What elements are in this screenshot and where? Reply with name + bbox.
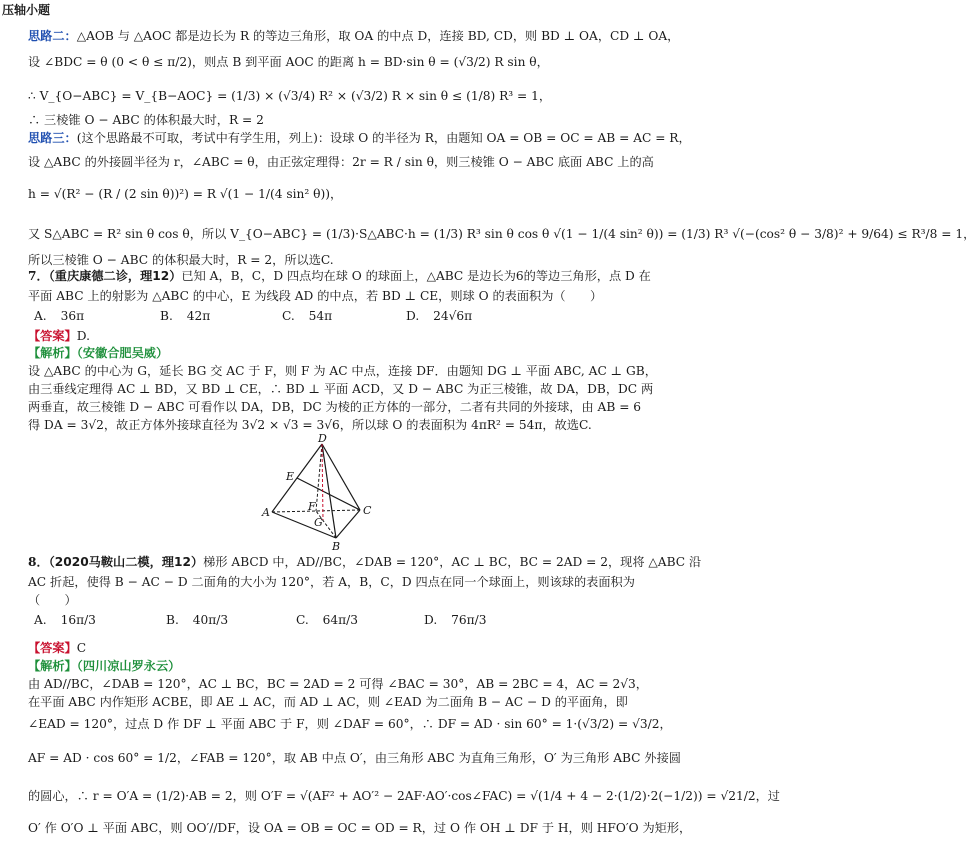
text-run: 梯形 ABCD 中，AD//BC，∠DAB = 120°，AC ⊥ BC，BC = 2AD = 2，现将 △ABC 沿 <box>203 555 702 569</box>
text-line <box>28 131 691 145</box>
label-red: 【答案】 <box>28 329 77 343</box>
text-run: 设 △ABC 的中心为 G，延长 BG 交 AC 于 F，则 F 为 AC 中点，连接 DF．由题知 DG ⊥ 平面 ABC, AC ⊥ GB， <box>28 364 657 378</box>
text-run: AF = AD · cos 60° = 1/2，∠FAB = 120°，取 AB 中点 O′，由三角形 ABC 为直角三角形，O′ 为三角形 ABC 外接圆 <box>28 751 681 765</box>
text-run: ∴ 三棱锥 O − ABC 的体积最大时，R = 2 <box>28 113 264 127</box>
text-run: 平面 ABC 上的射影为 △ABC 的中心，E 为线段 AD 的中点，若 BD ⊥ CE，则球 O 的表面积为（ ） <box>28 289 603 303</box>
q8-option-d <box>424 614 486 626</box>
section-header: 压轴小题 <box>2 3 51 17</box>
text-line <box>28 696 626 708</box>
text-line <box>28 254 626 266</box>
label-qnum: 8． <box>28 555 49 569</box>
text-run: AC 折起，使得 B − AC − D 二面角的大小为 120°，若 A，B，C，D 四点在同一个球面上，则该球的表面积为 <box>28 575 635 589</box>
text-line <box>28 330 626 342</box>
q8-option-c <box>296 614 358 626</box>
text-run: ∠EAD = 120°，过点 D 作 DF ⊥ 平面 ABC 于 F，则 ∠DAF = 60°，∴ DF = AD · sin 60° = 1·(√3/2) = √3/2， <box>28 717 672 731</box>
text-run: 所以三棱锥 O − ABC 的体积最大时，R = 2，所以选C. <box>28 253 334 267</box>
option-value: 40π/3 <box>192 613 229 627</box>
text-line <box>28 419 626 431</box>
option-label: A. <box>34 613 47 627</box>
option-value: 16π/3 <box>60 613 96 627</box>
text-run: △AOB 与 △AOC 都是边长为 R 的等边三角形，取 OA 的中点 D，连接 BD, CD，则 BD ⊥ OA，CD ⊥ OA， <box>76 29 680 43</box>
vertex-label-a: A <box>262 506 270 519</box>
text-line <box>28 821 692 835</box>
text-line <box>28 290 626 302</box>
option-label: B. <box>166 613 179 627</box>
label-red: 【答案】 <box>28 641 77 655</box>
text-line <box>28 155 654 169</box>
tetrahedron-figure <box>258 434 388 552</box>
text-line <box>28 717 672 731</box>
option-label: B. <box>160 309 173 323</box>
text-run: 两垂直，故三棱锥 D − ABC 可看作以 DA，DB，DC 为棱的正方体的一部分，二者有共同的外接球，由 AB = 6 <box>28 400 642 414</box>
option-value: 64π/3 <box>322 613 359 627</box>
option-label: A. <box>34 309 47 323</box>
text-line <box>28 269 651 283</box>
text-line <box>28 660 626 672</box>
point-label-g: G <box>314 516 323 529</box>
text-run: (这个思路最不可取，考试中有学生用，列上)：设球 O 的半径为 R，由题知 OA = OB = OC = AB = AC = R， <box>76 131 691 145</box>
text-run: O′ 作 O′O ⊥ 平面 ABC，则 OO′//DF，设 OA = OB = OC = OD = R，过 O 作 OH ⊥ DF 于 H，则 HFO′O 为矩形， <box>28 821 692 835</box>
text-line <box>28 29 680 43</box>
text-run: 设 △ABC 的外接圆半径为 r，∠ABC = θ，由正弦定理得：2r = R / sin θ，则三棱锥 O − ABC 底面 ABC 上的高 <box>28 155 654 169</box>
label-qsrc: （2020马鞍山二模，理12） <box>48 555 204 569</box>
text-line <box>28 188 626 200</box>
vertex-label-c: C <box>363 504 372 517</box>
text-run: h = √(R² − (R / (2 sin θ))²) = R √(1 − 1/(4 sin² θ))， <box>28 187 343 201</box>
text-line <box>28 555 702 569</box>
segment-df-hidden <box>316 444 322 511</box>
q7-option-a <box>34 310 84 322</box>
point-label-e: E <box>286 470 295 483</box>
text-run: C <box>76 641 87 655</box>
text-line <box>28 90 626 102</box>
q8-option-b <box>166 614 228 626</box>
text-line <box>28 364 657 378</box>
text-run: 设 ∠BDC = θ (0 < θ ≤ π/2)，则点 B 到平面 AOC 的距离 h = BD·sin θ = (√3/2) R sin θ， <box>28 55 549 69</box>
label-qnum: 7． <box>28 269 49 283</box>
point-label-f: F <box>308 500 316 513</box>
text-line <box>28 56 626 68</box>
text-line <box>28 642 626 654</box>
text-run: 由三垂线定理得 AC ⊥ BD，又 BD ⊥ CE，∴ BD ⊥ 平面 ACD，又 D − ABC 为正三棱锥，故 DA，DB，DC 两 <box>28 382 654 396</box>
text-run: ∴ V_{O−ABC} = V_{B−AOC} = (1/3) × (√3/4) R² × (√3/2) R × sin θ ≤ (1/8) R³ = 1， <box>28 89 552 103</box>
text-run: （ ） <box>28 593 77 607</box>
edge-bc <box>336 510 360 538</box>
option-value: 42π <box>186 309 211 323</box>
segment-dg-hidden <box>322 444 323 520</box>
label-qsrc: （重庆康德二诊，理12） <box>48 269 182 283</box>
text-run: D. <box>76 329 90 343</box>
vertex-label-d: D <box>318 432 327 445</box>
q7-option-b <box>160 310 210 322</box>
text-run: 得 DA = 3√2，故正方体外接球直径为 3√2 × √3 = 3√6，所以球 O 的表面积为 4πR² = 54π，故选C. <box>28 418 592 432</box>
option-label: C. <box>282 309 295 323</box>
edge-db <box>322 444 336 538</box>
text-run: 在平面 ABC 内作矩形 ACBE，即 AE ⊥ AC，而 AD ⊥ AC，则 ∠EAD 为二面角 B − AC − D 的平面角，即 <box>28 695 628 709</box>
text-line <box>28 114 626 126</box>
text-line <box>28 751 681 765</box>
option-label: C. <box>296 613 309 627</box>
text-line <box>28 347 626 359</box>
text-line <box>28 575 635 589</box>
q7-option-d <box>406 310 472 322</box>
option-value: 54π <box>308 309 333 323</box>
text-run: 的圆心，∴ r = O′A = (1/2)·AB = 2，则 O′F = √(AF² + AO′² − 2AF·AO′·cos∠FAC) = √(1/4 + 4 − 2·(1/2)·2(−1/2)) = √21/2，过 <box>28 789 780 803</box>
label-blue: 思路三： <box>28 131 77 145</box>
text-line <box>28 227 975 241</box>
text-run: 已知 A，B，C，D 四点均在球 O 的球面上，△ABC 是边长为6的等边三角形，点 D 在 <box>181 269 651 283</box>
option-label: D. <box>406 309 420 323</box>
option-label: D. <box>424 613 438 627</box>
option-value: 36π <box>60 309 85 323</box>
option-value: 76π/3 <box>451 613 487 627</box>
label-blue: 思路二： <box>28 29 77 43</box>
text-run: 又 S△ABC = R² sin θ cos θ，所以 V_{O−ABC} = (1/3)·S△ABC·h = (1/3) R³ sin θ cos θ √(1 − 1/(4 sin² θ)) = (1/3) R³ √(−(cos² θ − 3/8)² + 9/64) ≤ R³/8 = 1， <box>28 227 975 241</box>
option-value: 24√6π <box>433 309 473 323</box>
q7-option-c <box>282 310 332 322</box>
text-line <box>28 677 648 691</box>
text-line <box>28 400 642 414</box>
label-green: 【解析】（安徽合肥吴威） <box>28 346 169 360</box>
text-line <box>28 789 780 803</box>
text-run: 由 AD//BC，∠DAB = 120°，AC ⊥ BC，BC = 2AD = 2 可得 ∠BAC = 30°，AB = 2BC = 4，AC = 2√3， <box>28 677 648 691</box>
text-line <box>28 382 654 396</box>
text-line <box>28 594 626 606</box>
vertex-label-b: B <box>332 540 341 553</box>
q8-option-a <box>34 614 96 626</box>
label-green: 【解析】（四川凉山罗永云） <box>28 659 181 673</box>
